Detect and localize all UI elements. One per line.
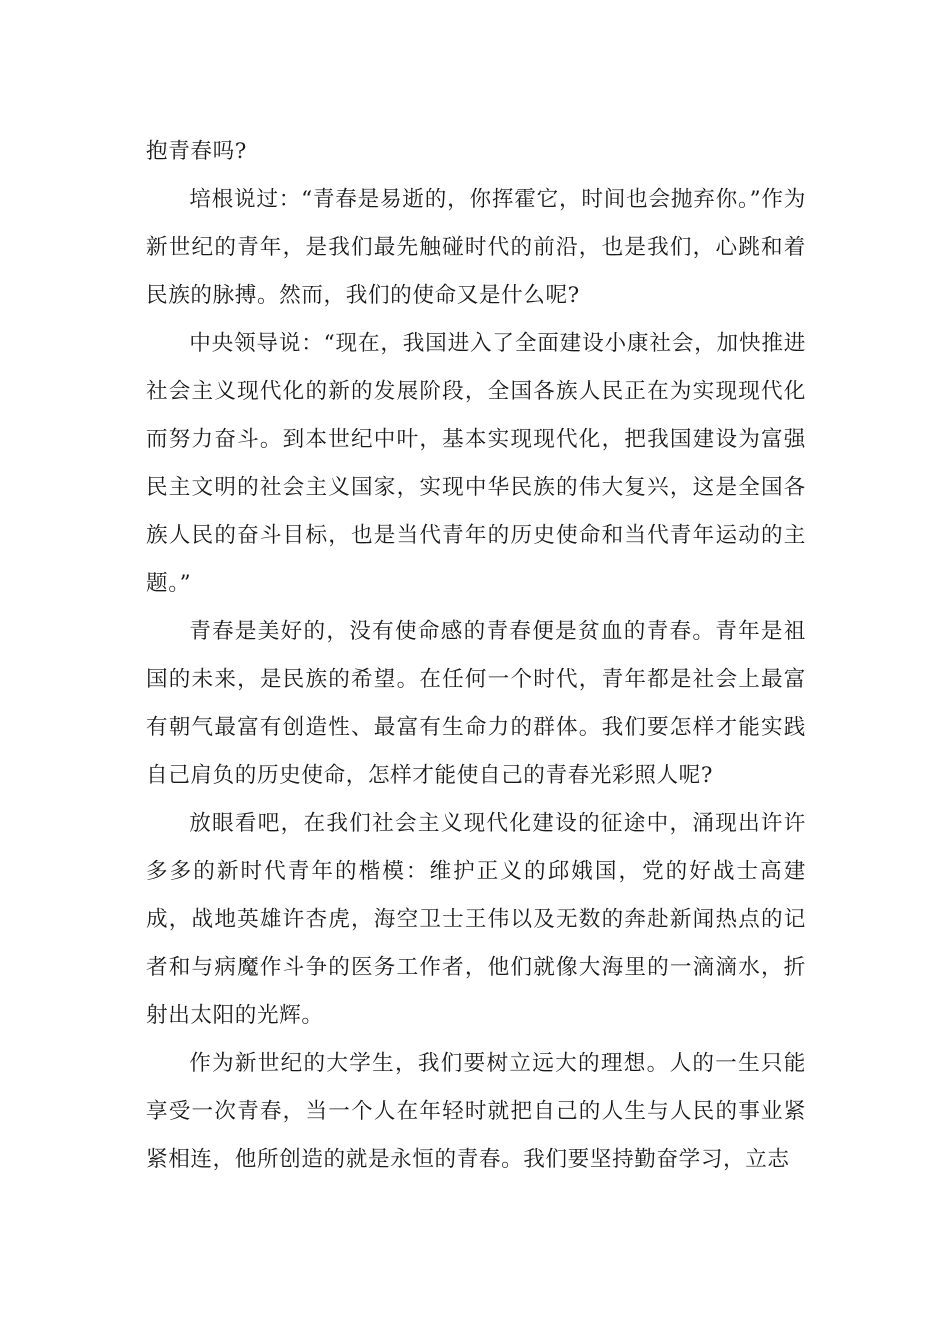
paragraph-youth-mission: 青春是美好的，没有使命感的青春便是贫血的青春。青年是祖国的未来，是民族的希望。在任何一个时代，青年都是社会上最富有朝气最富有创造性、最富有生命力的群体。我们要怎样才能实践自己肩负的历史使命，怎样才能使自己的青春光彩照人呢? <box>146 619 806 788</box>
paragraph-continuation: 抱青春吗? <box>146 139 247 164</box>
paragraph-university-students: 作为新世纪的大学生，我们要树立远大的理想。人的一生只能享受一次青春，当一个人在年轻时就把自己的人生与人民的事业紧紧相连，他所创造的就是永恒的青春。我们要坚持勤奋学习，立志 <box>146 1051 806 1172</box>
document-body <box>146 128 806 1184</box>
paragraph-bacon-quote: 培根说过：“青春是易逝的，你挥霍它，时间也会抛弃你。”作为新世纪的青年，是我们最先触碰时代的前沿，也是我们，心跳和着民族的脉搏。然而，我们的使命又是什么呢? <box>146 187 806 308</box>
paragraph-central-leader-quote: 中央领导说：“现在，我国进入了全面建设小康社会，加快推进社会主义现代化的新的发展阶段，全国各族人民正在为实现现代化而努力奋斗。到本世纪中叶，基本实现现代化，把我国建设为富强民主文明的社会主义国家，实现中华民族的伟大复兴，这是全国各族人民的奋斗目标，也是当代青年的历史使命和当代青年运动的主题。” <box>146 331 806 596</box>
paragraph-role-models: 放眼看吧，在我们社会主义现代化建设的征途中，涌现出许许多多的新时代青年的楷模：维护正义的邱娥国，党的好战士高建成，战地英雄许杏虎，海空卫士王伟以及无数的奔赴新闻热点的记者和与病魔作斗争的医务工作者，他们就像大海里的一滴滴水，折射出太阳的光辉。 <box>146 811 806 1028</box>
